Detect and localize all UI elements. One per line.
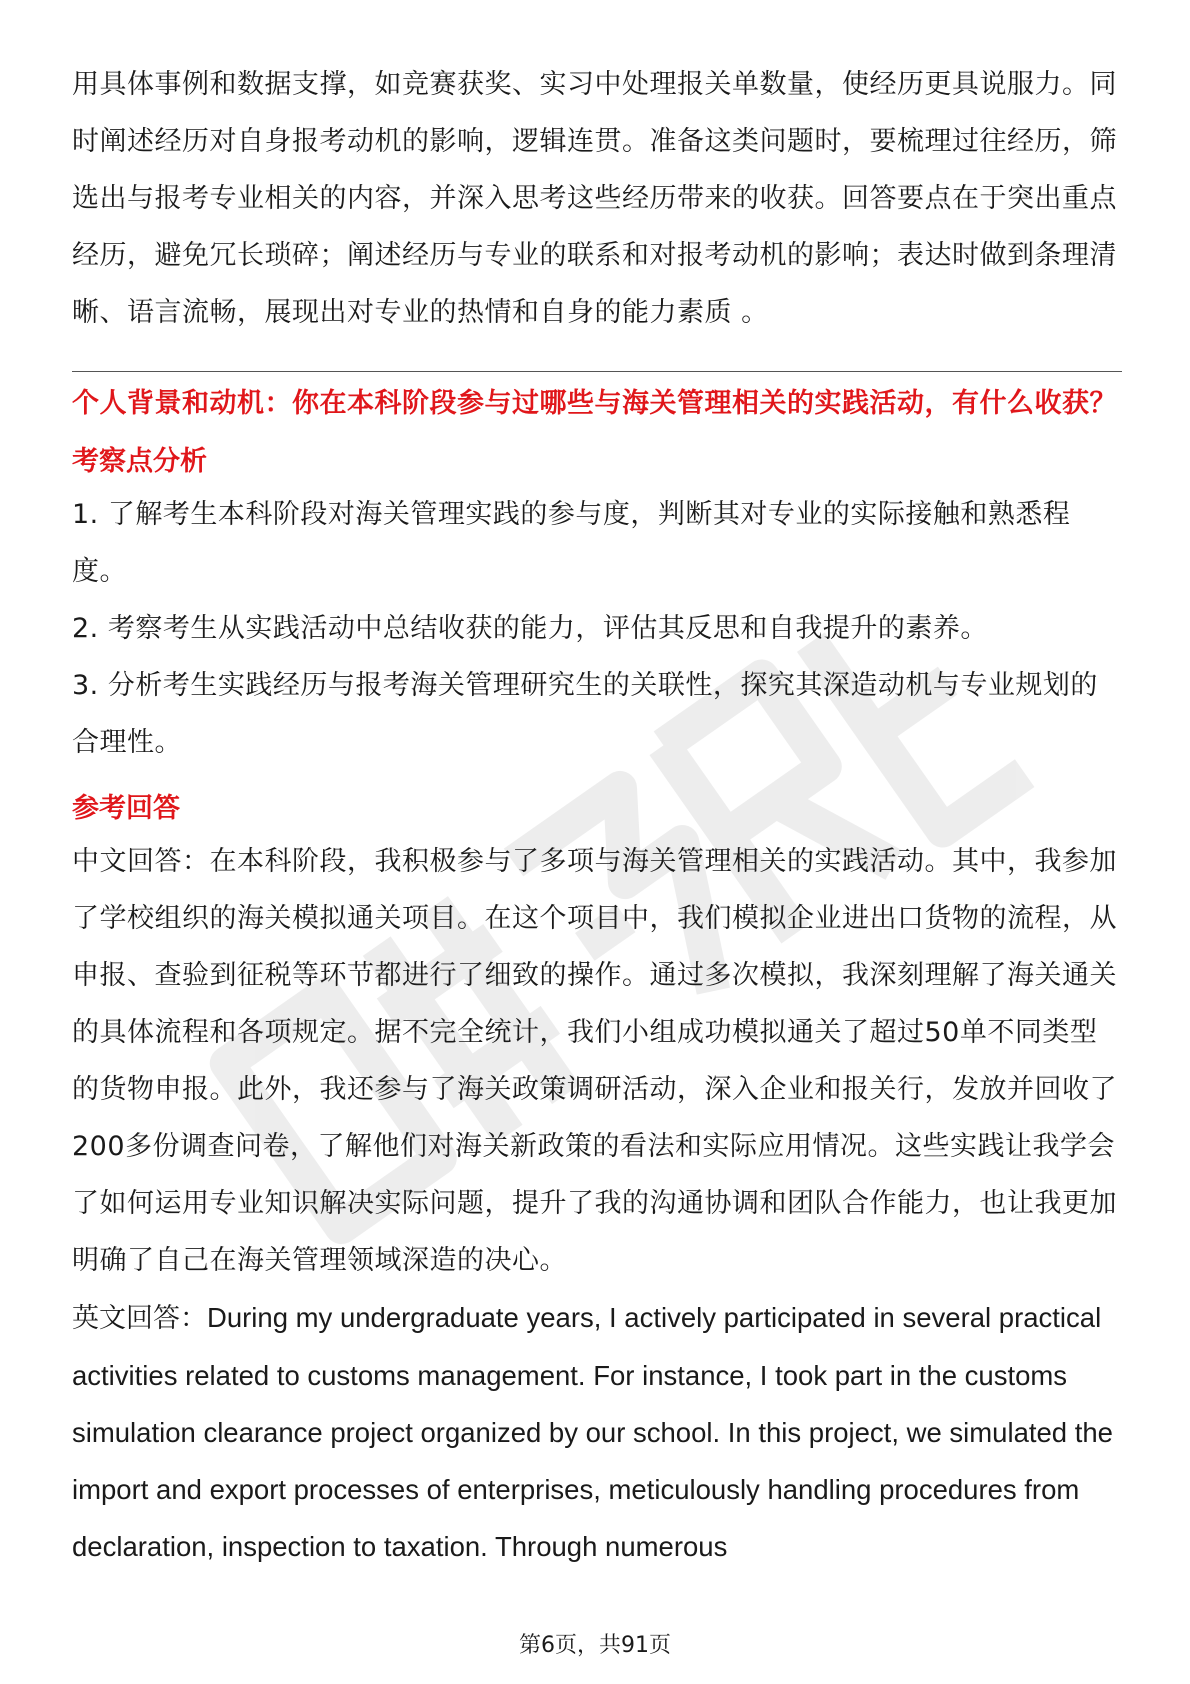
page-footer: 第6页，共91页 (519, 1633, 671, 1658)
chinese-answer-label: 中文回答： (72, 846, 210, 877)
question-title: 个人背景和动机：你在本科阶段参与过哪些与海关管理相关的实践活动，有什么收获？ (72, 388, 1117, 419)
english-answer-text: During my undergraduate years, I actively participated in several practical activities related to customs management. For instance, I took part in the customs simulation clearance project organized by our school. In this project, we simulated the import and export processes of enterprises, meticulously handling procedures from declaration, inspection to taxation. Through numerous (72, 1302, 1113, 1562)
document-page (72, 56, 1122, 1575)
intro-paragraph: 用具体事例和数据支撑，如竞赛获奖、实习中处理报关单数量，使经历更具说服力。同时阐述经历对自身报考动机的影响，逻辑连贯。准备这类问题时，要梳理过往经历，筛选出与报考专业相关的内容，并深入思考这些经历带来的收获。回答要点在于突出重点经历，避免冗长琐碎；阐述经历与专业的联系和对报考动机的影响；表达时做到条理清晰、语言流畅，展现出对专业的热情和自身的能力素质 。 (72, 69, 1117, 328)
analysis-heading: 考察点分析 (72, 446, 207, 477)
chinese-answer-text: 在本科阶段，我积极参与了多项与海关管理相关的实践活动。其中，我参加了学校组织的海关模拟通关项目。在这个项目中，我们模拟企业进出口货物的流程，从申报、查验到征税等环节都进行了细致的操作。通过多次模拟，我深刻理解了海关通关的具体流程和各项规定。据不完全统计，我们小组成功模拟通关了超过50单不同类型的货物申报。此外，我还参与了海关政策调研活动，深入企业和报关行，发放并回收了200多份调查问卷，了解他们对海关新政策的看法和实际应用情况。这些实践让我学会了如何运用专业知识解决实际问题，提升了我的沟通协调和团队合作能力，也让我更加明确了自己在海关管理领域深造的决心。 (72, 846, 1117, 1276)
analysis-item-3: 3. 分析考生实践经历与报考海关管理研究生的关联性，探究其深造动机与专业规划的合理性。 (72, 670, 1098, 758)
analysis-item-2: 2. 考察考生从实践活动中总结收获的能力，评估其反思和自我提升的素养。 (72, 613, 988, 644)
english-answer-label: 英文回答： (72, 1303, 207, 1334)
chinese-answer (72, 833, 1122, 1289)
analysis-item-1: 1. 了解考生本科阶段对海关管理实践的参与度，判断其对专业的实际接触和熟悉程度。 (72, 499, 1071, 587)
reference-heading: 参考回答 (72, 793, 180, 824)
english-answer (72, 1289, 1122, 1575)
section-divider (72, 371, 1122, 372)
